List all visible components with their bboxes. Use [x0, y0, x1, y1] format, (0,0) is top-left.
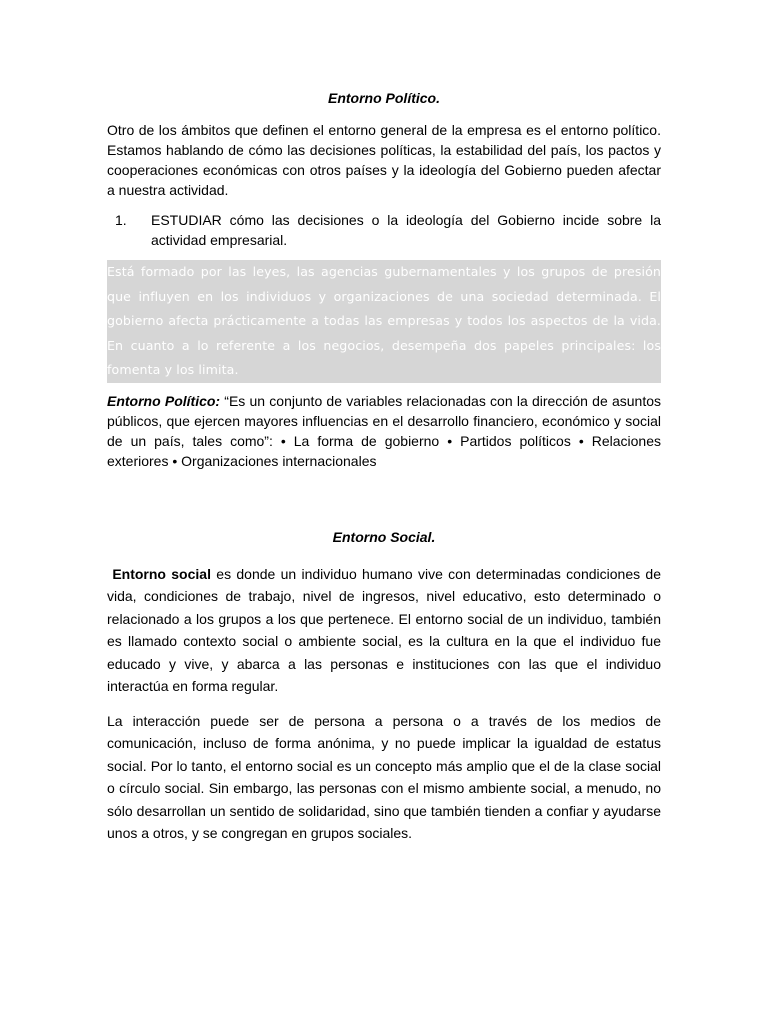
paragraph-social-1: [107, 563, 661, 698]
list-item-text: ESTUDIAR cómo las decisiones o la ideología del Gobierno incide sobre la actividad empresarial.: [151, 212, 661, 248]
social-text-1: es donde un individuo humano vive con determinadas condiciones de vida, condiciones de trabajo, nivel de ingresos, nivel educativo, esto determinado o relacionado a los grupos a los que pertenece. El entorno social de un individuo, también es llamado contexto social o ambiente social, es la cultura en la que el individuo fue educado y vive, y abarca a las personas e instituciones con las que el individuo interactúa en forma regular.: [107, 565, 661, 694]
list-number: 1.: [115, 212, 127, 228]
definition-label: Entorno Político:: [107, 392, 221, 409]
heading-entorno-politico: Entorno Político.: [328, 90, 440, 106]
paragraph-social-2: La interacción puede ser de persona a persona o a través de los medios de comunicación, incluso de forma anónima, y no puede implicar la igualdad de estatus social. Por lo tanto, el entorno social es un concepto más amplio que el de la clase social o círculo social. Sin embargo, las personas con el mismo ambiente social, a menudo, no sólo desarrollan un sentido de solidaridad, sino que también tienden a confiar y ayudarse unos a otros, y se congregan en grupos sociales.: [107, 712, 661, 841]
highlighted-paragraph: [107, 260, 661, 383]
paragraph-intro-politico: Otro de los ámbitos que definen el entorno general de la empresa es el entorno político. Estamos hablando de cómo las decisiones políticas, la estabilidad del país, los pactos y cooperaciones económicas con otros países y la ideología del Gobierno pueden afectar a nuestra actividad.: [107, 122, 661, 198]
numbered-list-item: [107, 210, 661, 250]
definition-text: “Es un conjunto de variables relacionadas con la dirección de asuntos públicos, que ejercen mayores influencias en el desarrollo financiero, económico y social de un país, tales como”: • La forma de gobierno • Partidos políticos • Relaciones exteriores • Organizaciones internacionales: [107, 392, 661, 469]
highlighted-text: Está formado por las leyes, las agencias gubernamentales y los grupos de presión que influyen en los individuos y organizaciones de una sociedad determinada. El gobierno afecta prácticamente a todas las empresas y todos los aspectos de la vida. En cuanto a lo referente a los negocios, desempeña dos papeles principales: los fomenta y los limita.: [107, 260, 661, 383]
heading-entorno-social: Entorno Social.: [332, 528, 436, 545]
social-label: Entorno social: [112, 565, 211, 582]
paragraph-definition-politico: [107, 391, 661, 471]
